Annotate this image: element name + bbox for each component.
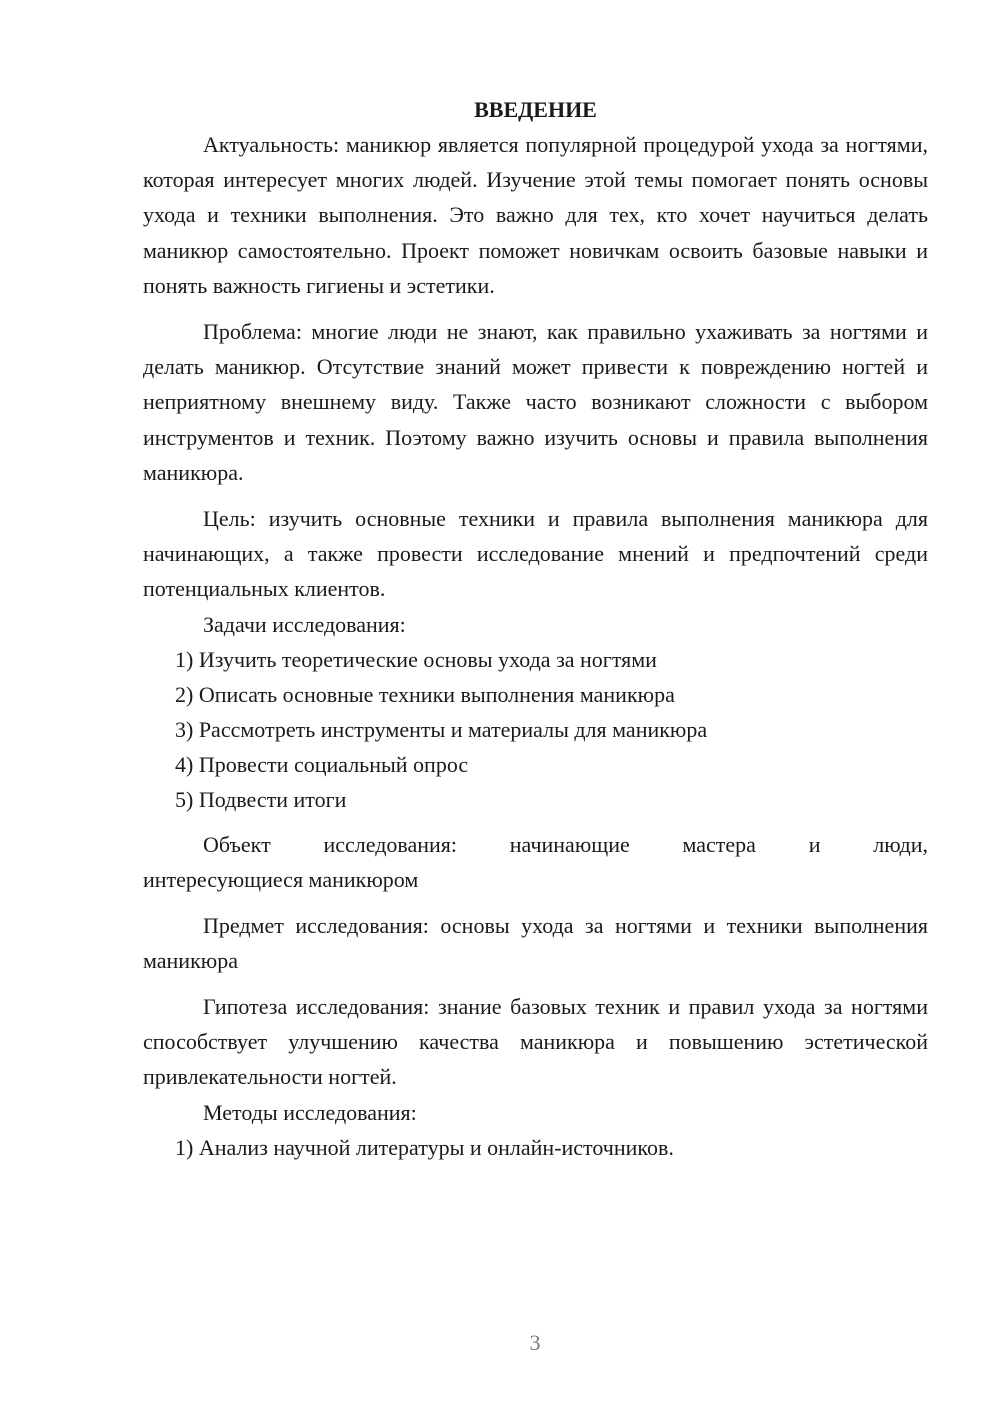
problem-paragraph: Проблема: многие люди не знают, как правильно ухаживать за ногтями и делать маникюр. Отсутствие знаний может привести к повреждению ногтей и неприятному внешнему виду. Также часто возникают сложности с выбором инструментов и техник. Поэтому важно изучить основы и правила выполнения маникюра. bbox=[143, 319, 928, 485]
page-number: 3 bbox=[529, 1330, 541, 1355]
list-item: 2) Описать основные техники выполнения маникюра bbox=[175, 681, 675, 707]
object-line-2: интересующиеся маникюром bbox=[143, 866, 419, 892]
relevance-paragraph: Актуальность: маникюр является популярной процедурой ухода за ногтями, которая интересует многих людей. Изучение этой темы помогает понять основы ухода и техники выполнения. Это важно для тех, кто хочет научиться делать маникюр самостоятельно. Проект поможет новичкам освоить базовые навыки и понять важность гигиены и эстетики. bbox=[143, 132, 928, 298]
list-item: 5) Подвести итоги bbox=[175, 786, 347, 812]
methods-list bbox=[143, 1130, 928, 1165]
tasks-heading: Задачи исследования: bbox=[203, 611, 406, 637]
hypothesis-paragraph: Гипотеза исследования: знание базовых техник и правил ухода за ногтями способствует улучшению качества маникюра и повышению эстетической привлекательности ногтей. bbox=[143, 994, 928, 1090]
list-item: 4) Провести социальный опрос bbox=[175, 751, 469, 777]
goal-paragraph: Цель: изучить основные техники и правила выполнения маникюра для начинающих, а также провести исследование мнений и предпочтений среди потенциальных клиентов. bbox=[143, 506, 928, 602]
list-item: 1) Анализ научной литературы и онлайн-источников. bbox=[175, 1134, 674, 1160]
object-paragraph bbox=[143, 827, 928, 897]
object-line-1: Объект исследования: начинающие мастера и люди, bbox=[203, 831, 928, 857]
methods-heading: Методы исследования: bbox=[203, 1099, 417, 1125]
list-item: 1) Изучить теоретические основы ухода за ногтями bbox=[175, 646, 657, 672]
page-title: ВВЕДЕНИЕ bbox=[474, 97, 597, 122]
tasks-list bbox=[143, 642, 928, 817]
subject-paragraph: Предмет исследования: основы ухода за ногтями и техники выполнения маникюра bbox=[143, 912, 928, 973]
list-item: 3) Рассмотреть инструменты и материалы для маникюра bbox=[175, 716, 708, 742]
document-page bbox=[143, 92, 928, 1165]
